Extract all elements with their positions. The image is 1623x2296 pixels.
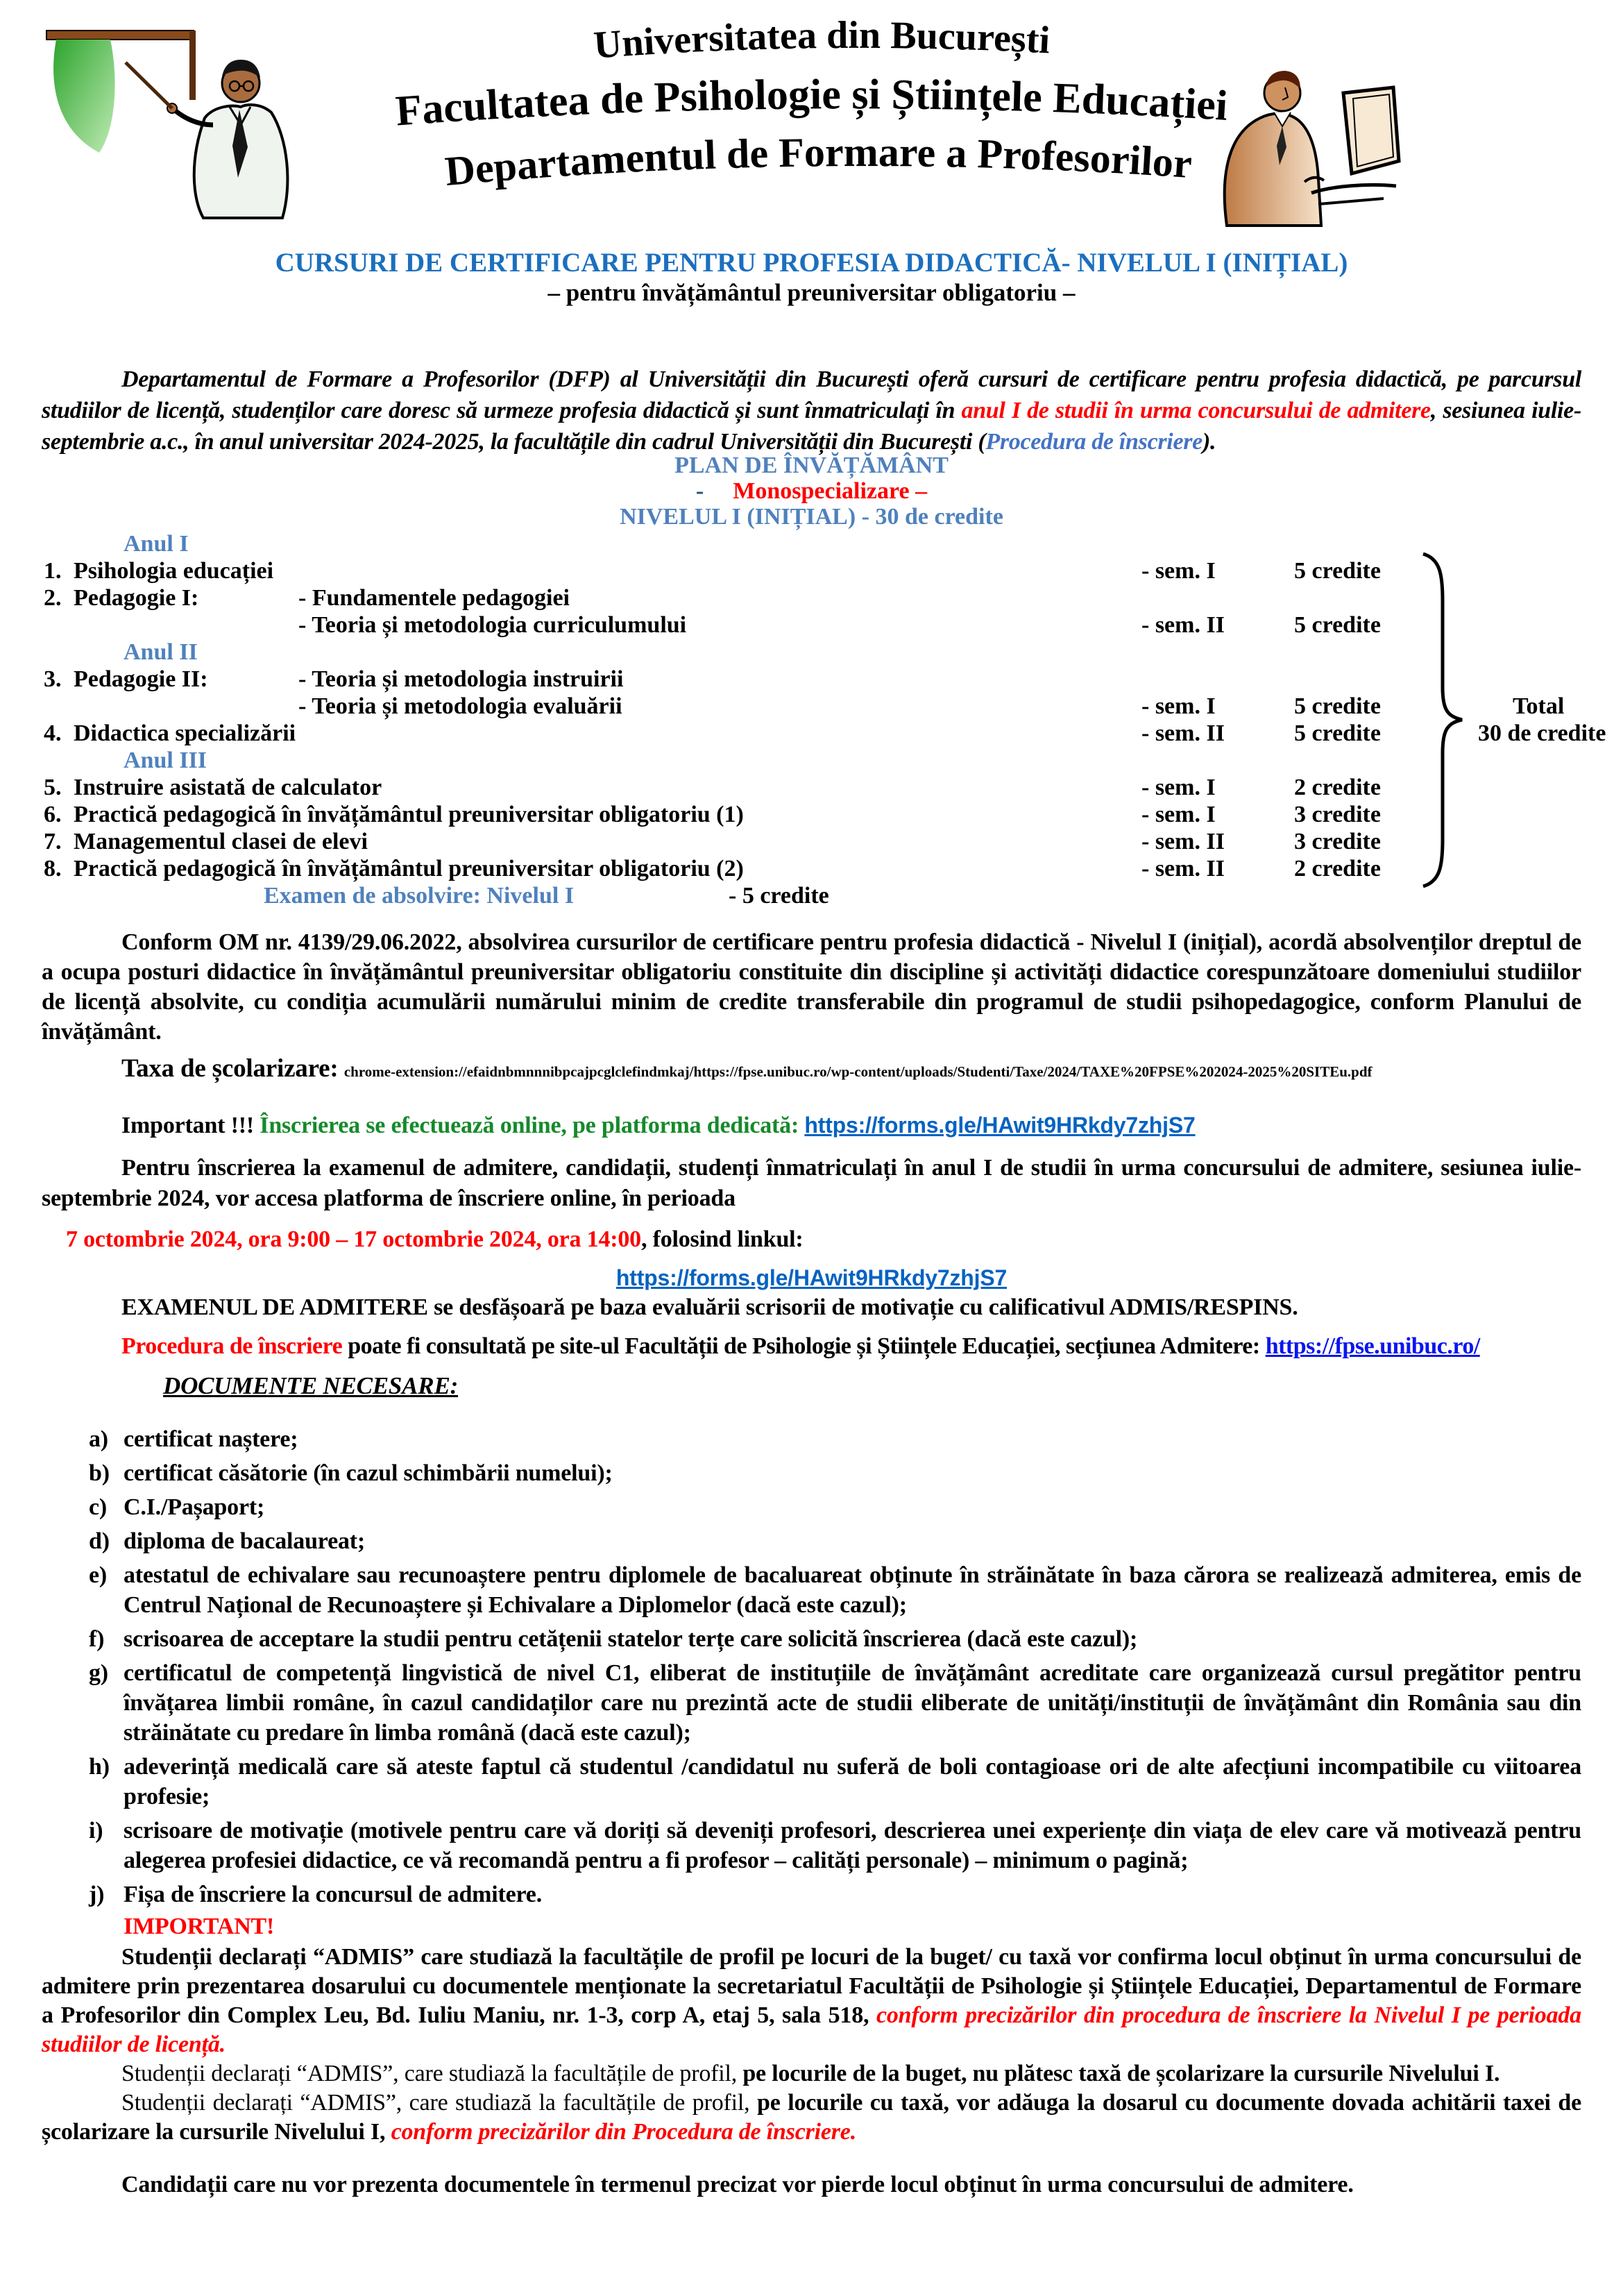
doc-item-c: c) C.I./Pașaport;: [89, 1494, 265, 1520]
admission-exam-line: EXAMENUL DE ADMITERE se desfășoară pe baza evaluării scrisorii de motivație cu calificativul ADMIS/RESPINS.: [121, 1294, 1298, 1320]
intro-text-1: Departamentul de Formare a Profesorilor (DFP) al Universității din București oferă cursuri de certificare pentru profesia didactică, pe parcursul studiilor de licență, studenților care doresc să urmeze profesia didactică și sunt înmatriculați în: [42, 366, 1581, 423]
important-red-heading: IMPORTANT!: [124, 1914, 275, 1939]
forms-gle-link[interactable]: https://forms.gle/HAwit9HRkdy7zhjS7: [804, 1113, 1196, 1138]
doc-item-g: g) certificatul de competență lingvistică de nivel C1, eliberat de instituțiile de învățământ acreditate care organizează cursul pregătitor pentru învățarea limbii române, în cazul candidaților care nu prezintă acte de studii eliberate de unități/instituții de învățământ din România sau din străinătate cu predare în limba română (dacă este cazul);: [89, 1660, 1581, 1746]
plan-monospecializare: Monospecializare –: [733, 478, 928, 504]
plan-year-row: [42, 639, 1581, 666]
svg-text:Facultatea de Psihologie și Șt: [394, 71, 1229, 135]
doc-item-e: e) atestatul de echivalare sau recunoaștere pentru diplomele de bacaluareat obținute în străinătate în baza cărora se realizează admiterea, emis de Centrul Național de Recunoaștere și Echivalare a Diplomelor (dacă este cazul);: [89, 1562, 1581, 1618]
bottom-section: [42, 1424, 1581, 2198]
registration-dates-suffix: , folosind linkul:: [640, 1226, 804, 1252]
plan-year-label: Anul I: [124, 531, 189, 557]
exam-credits: - 5 credite: [729, 883, 829, 909]
admis3-red-note: conform precizărilor din Procedura de înscriere.: [391, 2119, 856, 2145]
doc-item-d: d) diploma de bacalaureat;: [89, 1528, 366, 1554]
doc-item-i: i) scrisoare de motivație (motivele pentru care vă doriți să deveniți profesori, descrierea unei experiențe din viața de elev care vă motivează pentru alegerea profesiei didactice, ce vă recomandă pentru a fi profesor – calități personale) – minimum o pagină;: [89, 1818, 1581, 1873]
plan-course-row: 8. Practică pedagogică în învățământul preuniversitar obligatoriu (2) - sem. II 2 credite: [44, 856, 1381, 881]
procedura-text: poate fi consultată pe site-ul Facultății de Psihologie și Științele Educației, secțiunea Admitere:: [342, 1333, 1266, 1359]
plan-course-row: 2. Pedagogie I: - Fundamentele pedagogiei: [44, 585, 570, 611]
tuition-fee-line: [42, 1054, 1581, 1083]
exam-label: Examen de absolvire: Nivelul I: [264, 883, 575, 909]
center-link-line: [42, 1265, 1581, 1292]
wordart-line-2: Facultatea de Psihologie și Științele Educației: [393, 71, 1230, 135]
admis-paragraph-3: Studenții declarați “ADMIS”, care studiază la facultățile de profil, pe locurile cu taxă, vor adăuga la dosarul cu documente dovada achitării taxei de școlarizare la cursurile Nivelului I, conform precizărilor din Procedura de înscriere.: [42, 2090, 1581, 2145]
documents-heading: DOCUMENTE NECESARE:: [163, 1372, 459, 1399]
wordart-line-1: Universitatea din București: [592, 13, 1051, 67]
university-wordart: [222, 0, 1402, 219]
plan-course-row: 1. Psihologia educației - sem. I 5 credite: [44, 558, 1381, 584]
plan-course-row: 5. Instruire asistată de calculator - sem. I 2 credite: [44, 775, 1381, 800]
doc-item-j: j) Fișa de înscriere la concursul de admitere.: [89, 1882, 543, 1907]
plan-rows: [42, 531, 1606, 911]
conform-paragraph: Conform OM nr. 4139/29.06.2022, absolvirea cursurilor de certificare pentru profesia didactică - Nivelul I (inițial), acordă absolvenților dreptul de a ocupa posturi didactice în învățământul preuniversitar obligatoriu constituite din discipline și activități didactice corespunzătoare domeniului studiilor de licență absolvite, cu condiția acumulării numărului minim de credite transferabile din programul de studii psihopedagogice, conform Planului de învățământ.: [42, 929, 1581, 1045]
intro-paragraph: [42, 364, 1581, 457]
plan-year-label: Anul III: [124, 748, 207, 773]
tuition-fee-url-link[interactable]: chrome-extension://efaidnbmnnnibpcajpcglclefindmkaj/https://fpse.unibuc.ro/wp-content/uploads/Studenti/Taxe/2024/TAXE%20FPSE%202024-2025%20SITEu.pdf: [343, 1063, 1373, 1080]
forms-gle-link-2[interactable]: https://forms.gle/HAwit9HRkdy7zhjS7: [615, 1265, 1008, 1290]
doc-item-b: b) certificat căsătorie (în cazul schimbării numelui);: [89, 1460, 613, 1486]
plan-year-row: [42, 531, 1581, 558]
important-online-line: [42, 1113, 1581, 1139]
tuition-fee-label: Taxa de școlarizare:: [121, 1054, 339, 1083]
plan-subheading: [42, 478, 1581, 504]
plan-year-label: Anul II: [124, 639, 198, 665]
intro-red-highlight: anul I de studii în urma concursului de admitere: [961, 398, 1431, 423]
registration-dates: 7 octombrie 2024, ora 9:00 – 17 octombrie 2024, ora 14:00: [66, 1226, 641, 1252]
plan-course-subrow: - Teoria și metodologia curriculumului - sem. II 5 credite: [298, 612, 1381, 638]
plan-course-row: 7. Managementul clasei de elevi - sem. II 3 credite: [44, 829, 1381, 854]
doc-item-a: a) certificat naștere;: [89, 1426, 298, 1452]
svg-text:Departamentul de Formare a Pro: [443, 129, 1193, 194]
admis-paragraph-2: Studenții declarați “ADMIS”, care studiază la facultățile de profil, pe locurile de la buget, nu plătesc taxă de școlarizare la cursurile Nivelului I.: [121, 2061, 1500, 2086]
middle-section: [42, 927, 1581, 1400]
plan-course-subrow: - Teoria și metodologia evaluării - sem. I 5 credite Total: [298, 693, 1565, 719]
doc-item-h: h) adeverință medicală care să ateste faptul că studentul /candidatul nu suferă de boli contagioase ori de alte afecțiuni incompatibile cu viitoarea profesie;: [89, 1754, 1581, 1809]
registration-period-line: [42, 1226, 1581, 1253]
plan-dash: -: [695, 478, 704, 504]
plan-course-row: 4. Didactica specializării - sem. II 5 credite 30 de credite: [44, 720, 1606, 746]
plan-course-row: 6. Practică pedagogică în învățământul preuniversitar obligatoriu (1) - sem. I 3 credite: [44, 802, 1381, 827]
doc-item-f: f) scrisoarea de acceptare la studii pentru cetățenii statelor terțe care solicită înscrierea (dacă este cazul);: [89, 1626, 1138, 1652]
plan-exam-row: [42, 883, 1581, 911]
svg-text:Universitatea din București: [592, 14, 1051, 67]
page-title: CURSURI DE CERTIFICARE PENTRU PROFESIA DIDACTICĂ- NIVELUL I (INIȚIAL): [275, 248, 1348, 278]
plan-year-row: [42, 748, 1581, 775]
plan-course-row: 3. Pedagogie II: - Teoria și metodologia instruirii: [44, 666, 624, 692]
plan-total-label: Total: [1513, 693, 1565, 719]
intro-text-3: ).: [1202, 429, 1216, 455]
procedura-inscriere-link[interactable]: Procedura de înscriere: [985, 429, 1203, 455]
admis-paragraph-1: Studenții declarați “ADMIS” care studiază la facultățile de profil pe locuri de la buget/ cu taxă vor confirma locul obținut în urma concursului de admitere prin prezentarea dosarului cu documentele menționate la secretariatul Facultății de Psihologie și Științele Educației, Departamentul de Formare a Profesorilor din Complex Leu, Bd. Iuliu Maniu, nr. 1-3, corp A, etaj 5, sala 518, conform precizărilor din procedura de înscriere la Nivelul I pe perioada studiilor de licență.: [42, 1944, 1581, 2057]
plan-heading: PLAN DE ÎNVĂȚĂMÂNT: [674, 453, 949, 478]
final-warning-paragraph: Candidații care nu vor prezenta documentele în termenul precizat vor pierde locul obținut în urma concursului de admitere.: [121, 2172, 1354, 2197]
study-plan: [42, 453, 1606, 918]
intro-text-2: , sesiunea iulie-septembrie a.c., în anul universitar 2024-2025, la facultățile din cadrul Universității din București (: [42, 398, 1581, 455]
plan-total-value: 30 de credite: [1478, 720, 1606, 746]
pentru-paragraph: Pentru înscrierea la examenul de admitere, candidații, studenți înmatriculați în anul I de studii în urma concursului de admitere, sesiunea iulie-septembrie 2024, vor accesa platforma de înscriere online, în perioada: [42, 1155, 1581, 1211]
online-registration-text: Înscrierea se efectuează online, pe platforma dedicată:: [260, 1113, 805, 1138]
procedura-red-label: Procedura de înscriere: [121, 1333, 343, 1359]
procedura-line: [42, 1333, 1581, 1360]
admis1-red-note: conform precizărilor din procedura de înscriere la Nivelul I pe perioada studiilor de licență.: [42, 2002, 1581, 2057]
page-subtitle: – pentru învățământul preuniversitar obligatoriu –: [547, 279, 1076, 306]
plan-level-line: NIVELUL I (INIȚIAL) - 30 de credite: [620, 504, 1003, 530]
wordart-line-3: Departamentul de Formare a Profesorilor: [443, 129, 1194, 195]
plan-brace-decoration: [1419, 552, 1468, 895]
important-label: Important !!!: [121, 1113, 260, 1138]
fpse-unibuc-link[interactable]: https://fpse.unibuc.ro/: [1265, 1333, 1480, 1359]
